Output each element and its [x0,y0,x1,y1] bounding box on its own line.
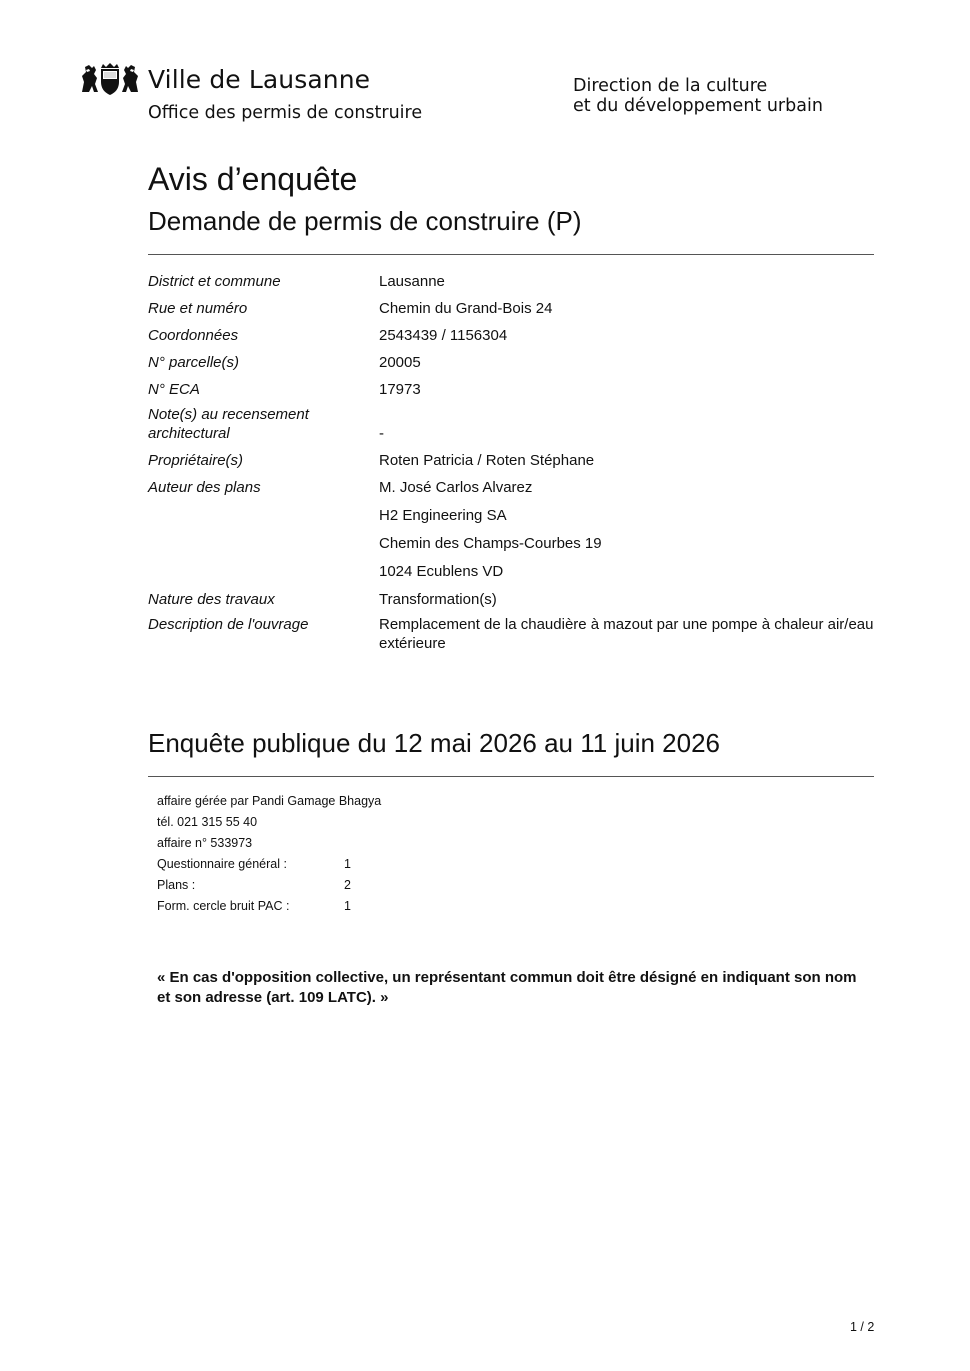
info-label: Note(s) au recensement architectural [148,406,309,442]
document-row [157,896,381,917]
info-value: 1024 Ecublens VD [379,563,504,580]
enquete-heading: Enquête publique du 12 mai 2026 au 11 juin 2026 [148,728,720,758]
info-row-auteur-company [148,504,874,525]
document-row [157,875,381,896]
info-row-nature [148,588,874,609]
info-value: 2543439 / 1156304 [379,327,508,344]
info-label: Auteur des plans [148,479,261,496]
info-label: District et commune [148,273,281,290]
permit-info-table [148,270,874,653]
info-label: Coordonnées [148,327,239,344]
info-value: Chemin des Champs-Courbes 19 [379,535,602,552]
info-label: N° parcelle(s) [148,354,240,371]
page-subtitle: Demande de permis de construire (P) [148,206,582,236]
info-value: 17973 [379,381,421,398]
direction-line-2: et du développement urbain [573,96,823,116]
opposition-notice: « En cas d'opposition collective, un représentant commun doit être désigné en indiquant son nom et son adresse (art. 109 LATC). » [157,969,857,1006]
lausanne-coat-of-arms-icon [80,62,140,96]
document-count: 1 [344,857,351,871]
info-row-district [148,270,874,291]
page-title: Avis d’enquête [148,161,358,197]
info-row-auteur [148,476,874,497]
info-row-auteur-city [148,560,874,581]
info-value: Chemin du Grand-Bois 24 [379,300,553,317]
info-label: Nature des travaux [148,591,275,608]
direction-line-1: Direction de la culture [573,76,768,96]
document-label: Form. cercle bruit PAC : [157,899,290,913]
case-number: affaire n° 533973 [157,836,253,850]
info-value: H2 Engineering SA [379,507,507,524]
case-phone: tél. 021 315 55 40 [157,815,258,829]
info-value: Roten Patricia / Roten Stéphane [379,452,595,469]
info-value: 20005 [379,354,421,371]
case-details [157,791,381,917]
info-row-note [148,405,874,443]
info-row-coordonnees [148,324,874,345]
info-row-proprietaire [148,449,874,470]
info-row-rue [148,297,874,318]
info-value: - [379,425,384,442]
divider [148,776,874,777]
org-name: Ville de Lausanne [148,65,371,94]
info-label: Rue et numéro [148,300,248,317]
document-label: Questionnaire général : [157,857,287,871]
info-label: N° ECA [148,381,200,398]
document-count: 2 [344,878,351,892]
info-row-description [148,615,874,653]
info-row-parcelle [148,351,874,372]
info-value: Remplacement de la chaudière à mazout par une pompe à chaleur air/eau extérieure [379,616,874,652]
document-row [157,854,381,875]
document-label: Plans : [157,878,196,892]
office-name: Office des permis de construire [148,103,423,123]
info-label: Propriétaire(s) [148,452,244,469]
direction-name [573,76,823,116]
page-number: 1 / 2 [850,1320,875,1334]
info-value: Transformation(s) [379,591,497,608]
info-value: Lausanne [379,273,445,290]
info-row-eca [148,378,874,399]
case-manager: affaire gérée par Pandi Gamage Bhagya [157,794,382,808]
document-count: 1 [344,899,351,913]
info-value: M. José Carlos Alvarez [379,479,533,496]
divider [148,254,874,255]
info-label: Description de l'ouvrage [148,616,309,633]
info-row-auteur-street [148,532,874,553]
